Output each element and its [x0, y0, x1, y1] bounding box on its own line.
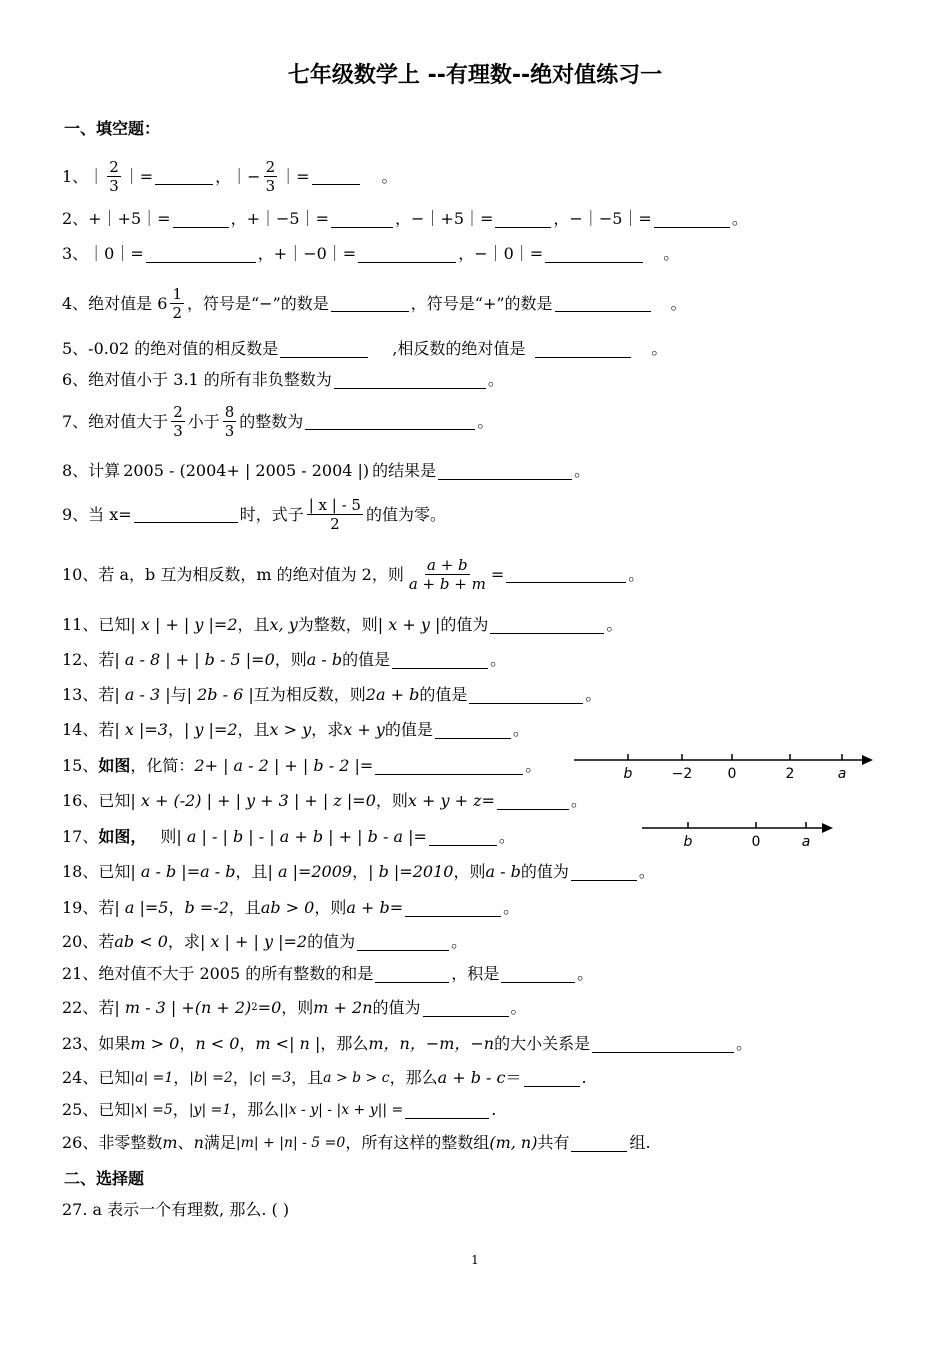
answer-blank[interactable] — [654, 211, 730, 228]
section-fill-blank: 一、填空题： — [64, 119, 161, 138]
number-line-figure-15 — [570, 744, 880, 784]
tick-label: 2 — [785, 766, 795, 782]
question-14: 14、若 | x |=3 ， | y |=2 ，且 x > y ，求 x + y 的值是 。 — [62, 720, 529, 739]
page-number: 1 — [471, 1253, 479, 1267]
answer-blank[interactable] — [334, 372, 486, 389]
answer-blank[interactable] — [358, 246, 456, 263]
answer-blank[interactable] — [155, 168, 213, 185]
answer-blank[interactable] — [535, 341, 631, 358]
answer-blank[interactable] — [312, 168, 360, 185]
fraction: $\frac{2}{3}$ — [109, 158, 119, 195]
answer-blank[interactable] — [423, 1000, 509, 1017]
question-1: 1、｜ $\frac{2}{3}$ ｜= ，｜− $\frac{2}{3}$ ｜= 。 — [62, 158, 398, 195]
question-19: 19、若 | a |=5 ， b =-2 ，且 ab > 0 ，则 a + b = 。 — [62, 898, 520, 917]
answer-blank[interactable] — [497, 793, 569, 810]
question-9: 9、当 x= 时，式子 $\frac{| x | - 5}{2}$ 的值为零。 — [62, 496, 446, 533]
question-16: 16、已知 | x + (-2) | + | y + 3 | + | z |=0 ，则 x + y + z = 。 — [62, 791, 587, 810]
tick-label: a — [837, 766, 847, 782]
arrow-head-icon — [822, 823, 833, 833]
question-17: 17、 如图， 则 | a | - | b | - | a + b | + | b - a |= 。 — [62, 827, 515, 846]
arrow-head-icon — [862, 755, 873, 765]
answer-blank[interactable] — [592, 1036, 734, 1053]
fraction: $\frac{2}{3}$ — [173, 403, 183, 440]
fraction: $\frac{8}{3}$ — [224, 403, 235, 440]
question-2: 2、+｜+5｜= ，+｜−5｜= ，−｜+5｜= ，−｜−5｜= 。 — [62, 209, 748, 228]
answer-blank[interactable] — [545, 246, 643, 263]
tick-label: b — [683, 834, 693, 850]
fraction: $\frac{1}{2}$ — [172, 285, 182, 322]
tick-label: 0 — [727, 766, 737, 782]
fraction: $\frac{a + b}{a + b + m}$ — [408, 556, 486, 593]
question-3: 3、｜0｜= ，+｜−0｜= ，−｜0｜= 。 — [62, 244, 680, 263]
question-8: 8、计算 2005 - (2004+ | 2005 - 2004 |) 的结果是 。 — [62, 461, 591, 480]
answer-blank[interactable] — [438, 463, 572, 480]
answer-blank[interactable] — [280, 341, 368, 358]
answer-blank[interactable] — [429, 829, 497, 846]
question-27: 27. a 表示一个有理数, 那么. ( ) — [62, 1200, 290, 1219]
answer-blank[interactable] — [524, 1070, 580, 1087]
answer-blank[interactable] — [506, 566, 626, 583]
answer-blank[interactable] — [435, 722, 511, 739]
section-choice: 二、选择题 — [64, 1169, 145, 1188]
tick-label: 0 — [751, 834, 761, 850]
question-6: 6、绝对值小于 3.1 的所有非负整数为 。 — [62, 370, 504, 389]
answer-blank[interactable] — [571, 1135, 627, 1152]
answer-blank[interactable] — [357, 934, 449, 951]
question-4: 4、绝对值是 6 $\frac{1}{2}$ ，符号是“−”的数是 ，符号是“+”的数是 。 — [62, 285, 687, 322]
answer-blank[interactable] — [490, 617, 604, 634]
answer-blank[interactable] — [305, 413, 475, 430]
answer-blank[interactable] — [331, 211, 393, 228]
tick-label: b — [623, 766, 633, 782]
fraction: $\frac{2}{3}$ — [265, 158, 276, 195]
question-22: 22、若 | m - 3 | +(n + 2) 2 =0 ，则 m + 2n 的值为 。 — [62, 998, 527, 1017]
answer-blank[interactable] — [501, 966, 575, 983]
answer-blank[interactable] — [173, 211, 229, 228]
question-13: 13、若 | a - 3 | 与 | 2b - 6 | 互为相反数，则 2a + b 的值是 。 — [62, 685, 602, 704]
question-23: 23、如果 m > 0 ， n < 0 ， m <| n | ，那么 m，n，−m，−n 的大小关系是 。 — [62, 1034, 753, 1053]
answer-blank[interactable] — [375, 758, 523, 775]
tick-label: −2 — [671, 766, 693, 782]
fraction: $\frac{| x | - 5}{2}$ — [308, 496, 361, 533]
number-line-figure-17 — [638, 814, 838, 854]
question-7: 7、绝对值大于 $\frac{2}{3}$ 小于 $\frac{8}{3}$ 的整数为 。 — [62, 403, 494, 440]
answer-blank[interactable] — [146, 246, 256, 263]
answer-blank[interactable] — [469, 687, 583, 704]
question-5: 5、-0.02 的绝对值的相反数是 ,相反数的绝对值是 。 — [62, 339, 668, 358]
question-21: 21、绝对值不大于 2005 的所有整数的和是 ，积是 。 — [62, 964, 594, 983]
question-24: 24、已知 |a| =1 ， |b| =2 ， |c| =3 ，且 a > b > c ，那么 a + b - c ＝ . — [62, 1068, 587, 1087]
answer-blank[interactable] — [392, 652, 488, 669]
page-title: 七年级数学上 --有理数--绝对值练习一 — [287, 63, 663, 88]
question-20: 20、若 ab < 0 ，求 | x | + | y |=2 的值为 。 — [62, 932, 468, 951]
question-11: 11、已知 | x | + | y |=2 ，且 x, y 为整数，则 | x + y | 的值为 。 — [62, 615, 623, 634]
question-15: 15、 如图 ，化简： 2+ | a - 2 | + | b - 2 |= 。 — [62, 756, 542, 775]
question-25: 25、已知 |x| =5 ， |y| =1 ，那么 ||x - y| - |x + y|| = . — [62, 1100, 497, 1119]
question-26: 26、非零整数 m 、 n 满足 |m| + |n| - 5 =0 ，所有这样的整数组 (m, n) 共有 组. — [62, 1133, 651, 1152]
tick-label: a — [801, 834, 811, 850]
question-18: 18、已知 | a - b |=a - b ，且 | a |=2009 ， | b |=2010 ，则 a - b 的值为 。 — [62, 862, 655, 881]
question-12: 12、若 | a - 8 | + | b - 5 |=0 ，则 a - b 的值是 。 — [62, 650, 507, 669]
answer-blank[interactable] — [405, 1102, 489, 1119]
answer-blank[interactable] — [134, 506, 238, 523]
answer-blank[interactable] — [405, 900, 501, 917]
question-10: 10、若 a，b 互为相反数，m 的绝对值为 2，则 $\frac{a + b}{a + b + m}$ = 。 — [62, 556, 645, 593]
answer-blank[interactable] — [495, 211, 551, 228]
answer-blank[interactable] — [331, 295, 409, 312]
answer-blank[interactable] — [555, 295, 651, 312]
answer-blank[interactable] — [571, 864, 637, 881]
answer-blank[interactable] — [375, 966, 449, 983]
